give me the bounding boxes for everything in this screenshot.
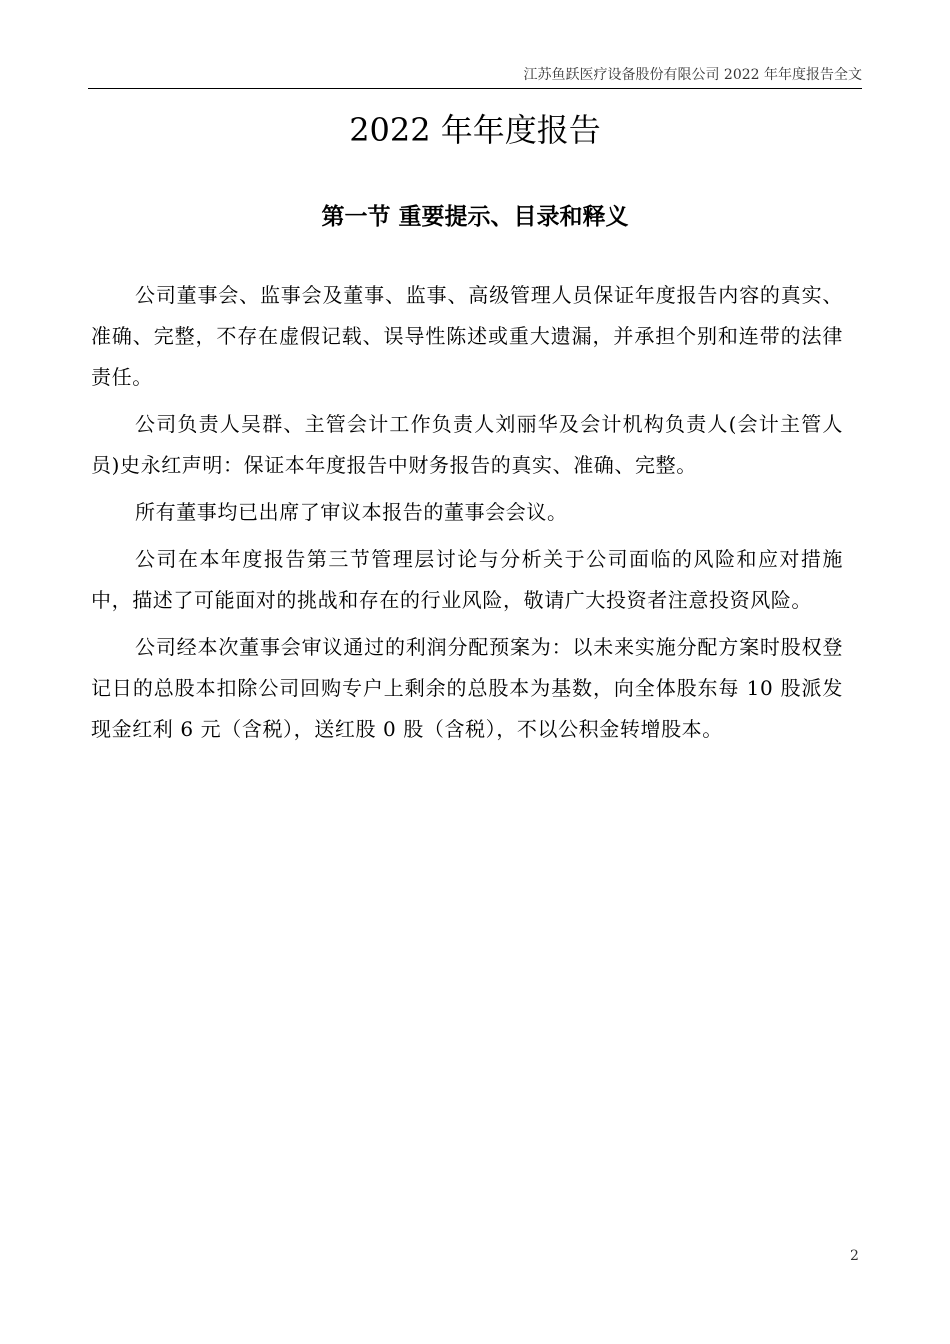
- document-title: 2022 年年度报告: [349, 111, 601, 149]
- paragraph-responsible-persons: 公司负责人吴群、主管会计工作负责人刘丽华及会计机构负责人(会计主管人员)史永红声明：保证本年度报告中财务报告的真实、准确、完整。: [91, 412, 843, 477]
- body-text: [91, 275, 843, 756]
- paragraph-board-guarantee: 公司董事会、监事会及董事、监事、高级管理人员保证年度报告内容的真实、准确、完整，不存在虚假记载、误导性陈述或重大遗漏，并承担个别和连带的法律责任。: [91, 283, 843, 389]
- header-rule: [88, 88, 862, 89]
- section-title: 第一节 重要提示、目录和释义: [321, 203, 629, 230]
- page-number: 2: [850, 1248, 859, 1264]
- paragraph-risk-notice: 公司在本年度报告第三节管理层讨论与分析关于公司面临的风险和应对措施中，描述了可能面对的挑战和存在的行业风险，敬请广大投资者注意投资风险。: [91, 547, 843, 612]
- paragraph-directors-attendance: 所有董事均已出席了审议本报告的董事会会议。: [135, 500, 568, 524]
- paragraph-profit-distribution: 公司经本次董事会审议通过的利润分配预案为：以未来实施分配方案时股权登记日的总股本扣除公司回购专户上剩余的总股本为基数，向全体股东每 10 股派发现金红利 6 元（含税），送红股 0 股（含税），不以公积金转增股本。: [91, 635, 843, 741]
- running-header: 江苏鱼跃医疗设备股份有限公司 2022 年年度报告全文: [523, 67, 862, 83]
